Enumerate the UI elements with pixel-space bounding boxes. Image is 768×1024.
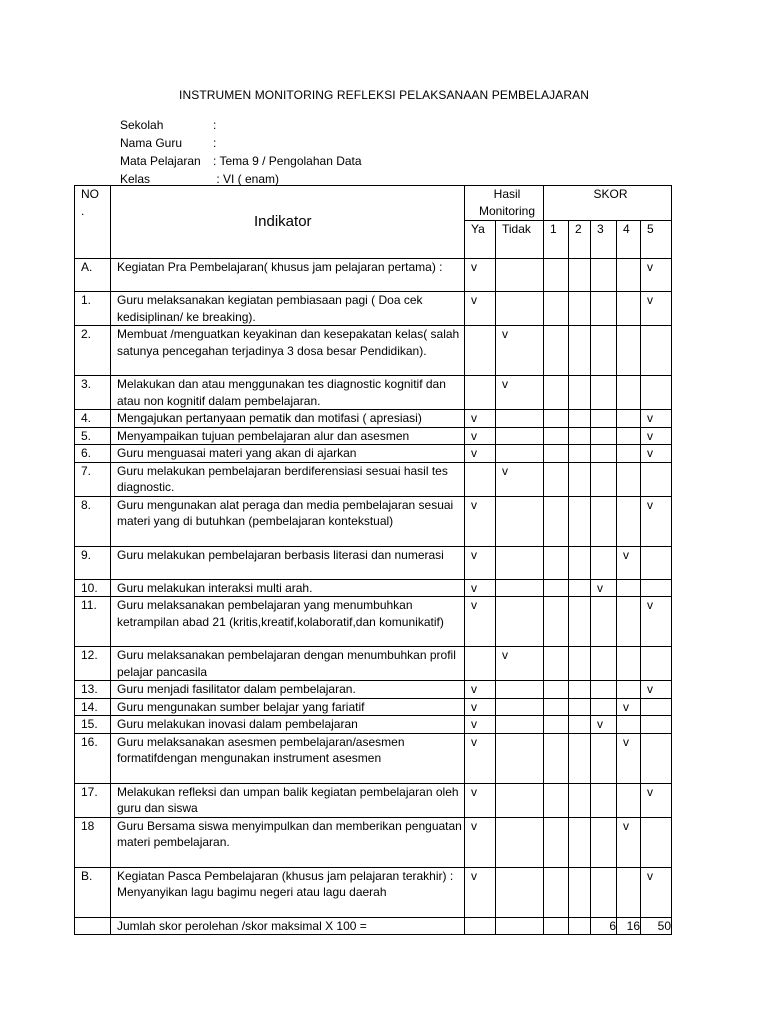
tidak-cell bbox=[496, 817, 544, 867]
table-row bbox=[75, 867, 672, 917]
meta-label: Nama Guru bbox=[120, 136, 183, 150]
table-row bbox=[75, 496, 672, 546]
ya-cell: v bbox=[465, 410, 496, 428]
score-3-cell bbox=[591, 681, 617, 699]
meta-label: Kelas bbox=[120, 172, 151, 186]
score-1-cell bbox=[544, 410, 569, 428]
score-5-cell: v bbox=[641, 496, 672, 546]
row-number: 18 bbox=[75, 817, 111, 867]
indicator-text: Melakukan refleksi dan umpan balik kegiatan pembelajaran oleh guru dan siswa bbox=[111, 783, 465, 817]
indicator-text: Guru melaksanakan pembelajaran dengan menumbuhkan profil pelajar pancasila bbox=[111, 647, 465, 681]
score-1-cell bbox=[544, 427, 569, 445]
score-2-cell bbox=[569, 867, 591, 917]
score-2-cell bbox=[569, 427, 591, 445]
score-4-cell bbox=[617, 462, 641, 496]
row-number: 1. bbox=[75, 292, 111, 326]
meta-value: : bbox=[213, 118, 217, 132]
hasil-monitoring-header: Hasil Monitoring bbox=[465, 186, 544, 221]
score-2-cell bbox=[569, 579, 591, 597]
score-3-cell bbox=[591, 733, 617, 783]
score-2-cell bbox=[569, 783, 591, 817]
meta-value: : bbox=[213, 136, 217, 150]
row-number: B. bbox=[75, 867, 111, 917]
score-2-cell bbox=[569, 733, 591, 783]
tidak-cell bbox=[496, 546, 544, 579]
table-row bbox=[75, 445, 672, 463]
tidak-cell bbox=[496, 292, 544, 326]
score-2-cell bbox=[569, 546, 591, 579]
indicator-text: Guru melakukan pembelajaran berdiferensiasi sesuai hasil tes diagnostic. bbox=[111, 462, 465, 496]
row-number: 9. bbox=[75, 546, 111, 579]
indicator-text: Guru melaksanakan kegiatan pembiasaan pagi ( Doa cek kedisiplinan/ ke breaking). bbox=[111, 292, 465, 326]
total-ya bbox=[465, 917, 496, 935]
score-3-cell bbox=[591, 259, 617, 292]
ya-header: Ya bbox=[465, 221, 496, 259]
score-1-cell bbox=[544, 579, 569, 597]
total-blank bbox=[75, 917, 111, 935]
ya-cell: v bbox=[465, 292, 496, 326]
indicator-text: Kegiatan Pasca Pembelajaran (khusus jam pelajaran terakhir) : Menyanyikan lagu bagimu negeri atau lagu daerah bbox=[111, 867, 465, 917]
table-row bbox=[75, 733, 672, 783]
total-score-5: 50 bbox=[641, 917, 672, 935]
score-3-cell bbox=[591, 496, 617, 546]
score-3-cell bbox=[591, 410, 617, 428]
score-3-cell bbox=[591, 326, 617, 376]
ya-cell: v bbox=[465, 783, 496, 817]
table-row bbox=[75, 376, 672, 410]
score-3-cell bbox=[591, 783, 617, 817]
score-1-cell bbox=[544, 698, 569, 716]
row-number: 2. bbox=[75, 326, 111, 376]
table-row bbox=[75, 546, 672, 579]
score-4-cell: v bbox=[617, 546, 641, 579]
tidak-cell: v bbox=[496, 376, 544, 410]
score-1-header: 1 bbox=[544, 221, 569, 259]
score-4-cell bbox=[617, 716, 641, 734]
score-2-cell bbox=[569, 647, 591, 681]
ya-cell: v bbox=[465, 597, 496, 647]
row-number: 17. bbox=[75, 783, 111, 817]
indicator-text: Guru melakukan pembelajaran berbasis literasi dan numerasi bbox=[111, 546, 465, 579]
score-1-cell bbox=[544, 716, 569, 734]
row-number: 10. bbox=[75, 579, 111, 597]
score-1-cell bbox=[544, 733, 569, 783]
tidak-cell: v bbox=[496, 647, 544, 681]
score-2-cell bbox=[569, 445, 591, 463]
score-1-cell bbox=[544, 783, 569, 817]
row-number: 7. bbox=[75, 462, 111, 496]
score-4-cell bbox=[617, 427, 641, 445]
indicator-text: Guru Bersama siswa menyimpulkan dan memberikan penguatan materi pembelajaran. bbox=[111, 817, 465, 867]
indicator-text: Guru melaksanakan asesmen pembelajaran/asesmen formatifdengan mengunakan instrument asesmen bbox=[111, 733, 465, 783]
score-5-cell bbox=[641, 326, 672, 376]
ya-cell: v bbox=[465, 698, 496, 716]
row-number: 15. bbox=[75, 716, 111, 734]
tidak-cell bbox=[496, 733, 544, 783]
indicator-text: Kegiatan Pra Pembelajaran( khusus jam pelajaran pertama) : bbox=[111, 259, 465, 292]
table-row bbox=[75, 462, 672, 496]
score-4-cell bbox=[617, 783, 641, 817]
table-row bbox=[75, 427, 672, 445]
score-5-cell bbox=[641, 546, 672, 579]
score-3-cell bbox=[591, 546, 617, 579]
score-2-header: 2 bbox=[569, 221, 591, 259]
tidak-cell bbox=[496, 597, 544, 647]
score-2-cell bbox=[569, 376, 591, 410]
indicator-text: Guru melakukan inovasi dalam pembelajaran bbox=[111, 716, 465, 734]
score-2-cell bbox=[569, 292, 591, 326]
score-5-header: 5 bbox=[641, 221, 672, 259]
meta-row-mata-pelajaran bbox=[120, 152, 362, 170]
row-number: 11. bbox=[75, 597, 111, 647]
score-2-cell bbox=[569, 817, 591, 867]
score-5-cell: v bbox=[641, 427, 672, 445]
tidak-cell bbox=[496, 445, 544, 463]
score-2-cell bbox=[569, 716, 591, 734]
monitoring-table bbox=[74, 185, 672, 935]
skor-header: SKOR bbox=[544, 186, 672, 221]
score-4-cell bbox=[617, 681, 641, 699]
ya-cell bbox=[465, 376, 496, 410]
ya-cell: v bbox=[465, 259, 496, 292]
no-header-label: NO bbox=[81, 187, 99, 201]
score-1-cell bbox=[544, 597, 569, 647]
indicator-text: Guru mengunakan alat peraga dan media pembelajaran sesuai materi yang di butuhkan (pembelajaran kontekstual) bbox=[111, 496, 465, 546]
tidak-cell bbox=[496, 716, 544, 734]
tidak-cell bbox=[496, 681, 544, 699]
ya-cell: v bbox=[465, 496, 496, 546]
meta-row-sekolah bbox=[120, 116, 362, 134]
tidak-header: Tidak bbox=[496, 221, 544, 259]
table-row bbox=[75, 326, 672, 376]
score-5-cell bbox=[641, 579, 672, 597]
row-number: 8. bbox=[75, 496, 111, 546]
indicator-text: Guru menguasai materi yang akan di ajarkan bbox=[111, 445, 465, 463]
indicator-text: Guru menjadi fasilitator dalam pembelajaran. bbox=[111, 681, 465, 699]
tidak-cell bbox=[496, 867, 544, 917]
row-number: 14. bbox=[75, 698, 111, 716]
indicator-text: Menyampaikan tujuan pembelajaran alur dan asesmen bbox=[111, 427, 465, 445]
indicator-text: Mengajukan pertanyaan pematik dan motifasi ( apresiasi) bbox=[111, 410, 465, 428]
score-3-cell bbox=[591, 597, 617, 647]
score-3-header: 3 bbox=[591, 221, 617, 259]
score-2-cell bbox=[569, 326, 591, 376]
score-4-cell bbox=[617, 292, 641, 326]
score-3-cell bbox=[591, 817, 617, 867]
ya-cell: v bbox=[465, 817, 496, 867]
ya-cell: v bbox=[465, 579, 496, 597]
tidak-cell bbox=[496, 259, 544, 292]
meta-row-nama-guru bbox=[120, 134, 362, 152]
score-4-cell bbox=[617, 579, 641, 597]
score-5-cell: v bbox=[641, 681, 672, 699]
total-row bbox=[75, 917, 672, 935]
score-5-cell: v bbox=[641, 597, 672, 647]
score-3-cell bbox=[591, 647, 617, 681]
ya-cell bbox=[465, 462, 496, 496]
tidak-cell bbox=[496, 427, 544, 445]
table-row bbox=[75, 259, 672, 292]
score-4-cell bbox=[617, 326, 641, 376]
score-1-cell bbox=[544, 647, 569, 681]
score-2-cell bbox=[569, 597, 591, 647]
total-score-4: 16 bbox=[617, 917, 641, 935]
identity-block bbox=[120, 116, 362, 188]
ya-cell: v bbox=[465, 445, 496, 463]
score-2-cell bbox=[569, 462, 591, 496]
ya-cell bbox=[465, 647, 496, 681]
tidak-cell: v bbox=[496, 326, 544, 376]
score-5-cell bbox=[641, 817, 672, 867]
score-3-cell bbox=[591, 376, 617, 410]
indikator-header: Indikator bbox=[111, 186, 465, 259]
row-number: 3. bbox=[75, 376, 111, 410]
score-1-cell bbox=[544, 681, 569, 699]
score-5-cell bbox=[641, 647, 672, 681]
meta-value: : VI ( enam) bbox=[213, 172, 280, 186]
table-row bbox=[75, 716, 672, 734]
total-score-1 bbox=[544, 917, 569, 935]
score-5-cell bbox=[641, 376, 672, 410]
document-title: INSTRUMEN MONITORING REFLEKSI PELAKSANAAN PEMBELAJARAN bbox=[179, 88, 589, 102]
score-1-cell bbox=[544, 326, 569, 376]
score-4-cell bbox=[617, 376, 641, 410]
score-1-cell bbox=[544, 867, 569, 917]
score-4-cell bbox=[617, 647, 641, 681]
table-row bbox=[75, 817, 672, 867]
score-1-cell bbox=[544, 817, 569, 867]
ya-cell: v bbox=[465, 427, 496, 445]
score-2-cell bbox=[569, 681, 591, 699]
score-3-cell bbox=[591, 698, 617, 716]
score-4-cell bbox=[617, 867, 641, 917]
score-4-header: 4 bbox=[617, 221, 641, 259]
score-1-cell bbox=[544, 259, 569, 292]
row-number: 12. bbox=[75, 647, 111, 681]
table-row bbox=[75, 579, 672, 597]
score-3-cell bbox=[591, 462, 617, 496]
indicator-text: Guru melakukan interaksi multi arah. bbox=[111, 579, 465, 597]
table-row bbox=[75, 597, 672, 647]
score-3-cell: v bbox=[591, 716, 617, 734]
row-number: A. bbox=[75, 259, 111, 292]
score-1-cell bbox=[544, 462, 569, 496]
score-5-cell: v bbox=[641, 783, 672, 817]
score-5-cell: v bbox=[641, 445, 672, 463]
tidak-cell bbox=[496, 410, 544, 428]
score-1-cell bbox=[544, 546, 569, 579]
score-1-cell bbox=[544, 376, 569, 410]
score-2-cell bbox=[569, 496, 591, 546]
indicator-text: Membuat /menguatkan keyakinan dan kesepakatan kelas( salah satunya pencegahan terjadinya 3 dosa besar Pendidikan). bbox=[111, 326, 465, 376]
ya-cell: v bbox=[465, 546, 496, 579]
score-2-cell bbox=[569, 698, 591, 716]
table-row bbox=[75, 783, 672, 817]
score-3-cell bbox=[591, 292, 617, 326]
indicator-text: Melakukan dan atau menggunakan tes diagnostic kognitif dan atau non kognitif dalam pembelajaran. bbox=[111, 376, 465, 410]
score-5-cell: v bbox=[641, 410, 672, 428]
score-4-cell bbox=[617, 445, 641, 463]
total-score-2 bbox=[569, 917, 591, 935]
ya-cell bbox=[465, 326, 496, 376]
table-row bbox=[75, 698, 672, 716]
score-4-cell bbox=[617, 259, 641, 292]
total-score-3: 6 bbox=[591, 917, 617, 935]
indicator-text: Guru mengunakan sumber belajar yang fariatif bbox=[111, 698, 465, 716]
score-4-cell: v bbox=[617, 733, 641, 783]
ya-cell: v bbox=[465, 716, 496, 734]
no-header-dot: . bbox=[81, 203, 85, 218]
score-4-cell bbox=[617, 410, 641, 428]
meta-label: Mata Pelajaran bbox=[120, 154, 201, 168]
total-tidak bbox=[496, 917, 544, 935]
row-number: 5. bbox=[75, 427, 111, 445]
score-4-cell: v bbox=[617, 817, 641, 867]
score-4-cell bbox=[617, 496, 641, 546]
row-number: 13. bbox=[75, 681, 111, 699]
row-number: 16. bbox=[75, 733, 111, 783]
row-number: 6. bbox=[75, 445, 111, 463]
score-5-cell bbox=[641, 716, 672, 734]
tidak-cell bbox=[496, 496, 544, 546]
row-number: 4. bbox=[75, 410, 111, 428]
meta-value: : Tema 9 / Pengolahan Data bbox=[213, 154, 362, 168]
table-row bbox=[75, 647, 672, 681]
total-label: Jumlah skor perolehan /skor maksimal X 100 = bbox=[111, 917, 465, 935]
score-5-cell bbox=[641, 462, 672, 496]
score-1-cell bbox=[544, 445, 569, 463]
tidak-cell bbox=[496, 579, 544, 597]
tidak-cell bbox=[496, 698, 544, 716]
score-5-cell: v bbox=[641, 867, 672, 917]
score-5-cell: v bbox=[641, 292, 672, 326]
score-1-cell bbox=[544, 496, 569, 546]
score-4-cell bbox=[617, 597, 641, 647]
score-3-cell: v bbox=[591, 579, 617, 597]
tidak-cell bbox=[496, 783, 544, 817]
score-2-cell bbox=[569, 410, 591, 428]
score-4-cell: v bbox=[617, 698, 641, 716]
ya-cell: v bbox=[465, 681, 496, 699]
no-header bbox=[75, 186, 111, 259]
score-1-cell bbox=[544, 292, 569, 326]
score-5-cell: v bbox=[641, 259, 672, 292]
ya-cell: v bbox=[465, 733, 496, 783]
header-row-top bbox=[75, 186, 672, 221]
table-row bbox=[75, 410, 672, 428]
score-3-cell bbox=[591, 427, 617, 445]
meta-label: Sekolah bbox=[120, 118, 164, 132]
indicator-text: Guru melaksanakan pembelajaran yang menumbuhkan ketrampilan abad 21 (kritis,kreatif,kolaboratif,dan komunikatif) bbox=[111, 597, 465, 647]
score-5-cell bbox=[641, 733, 672, 783]
ya-cell: v bbox=[465, 867, 496, 917]
score-3-cell bbox=[591, 867, 617, 917]
score-2-cell bbox=[569, 259, 591, 292]
tidak-cell: v bbox=[496, 462, 544, 496]
score-5-cell bbox=[641, 698, 672, 716]
score-3-cell bbox=[591, 445, 617, 463]
table-row bbox=[75, 292, 672, 326]
table-row bbox=[75, 681, 672, 699]
